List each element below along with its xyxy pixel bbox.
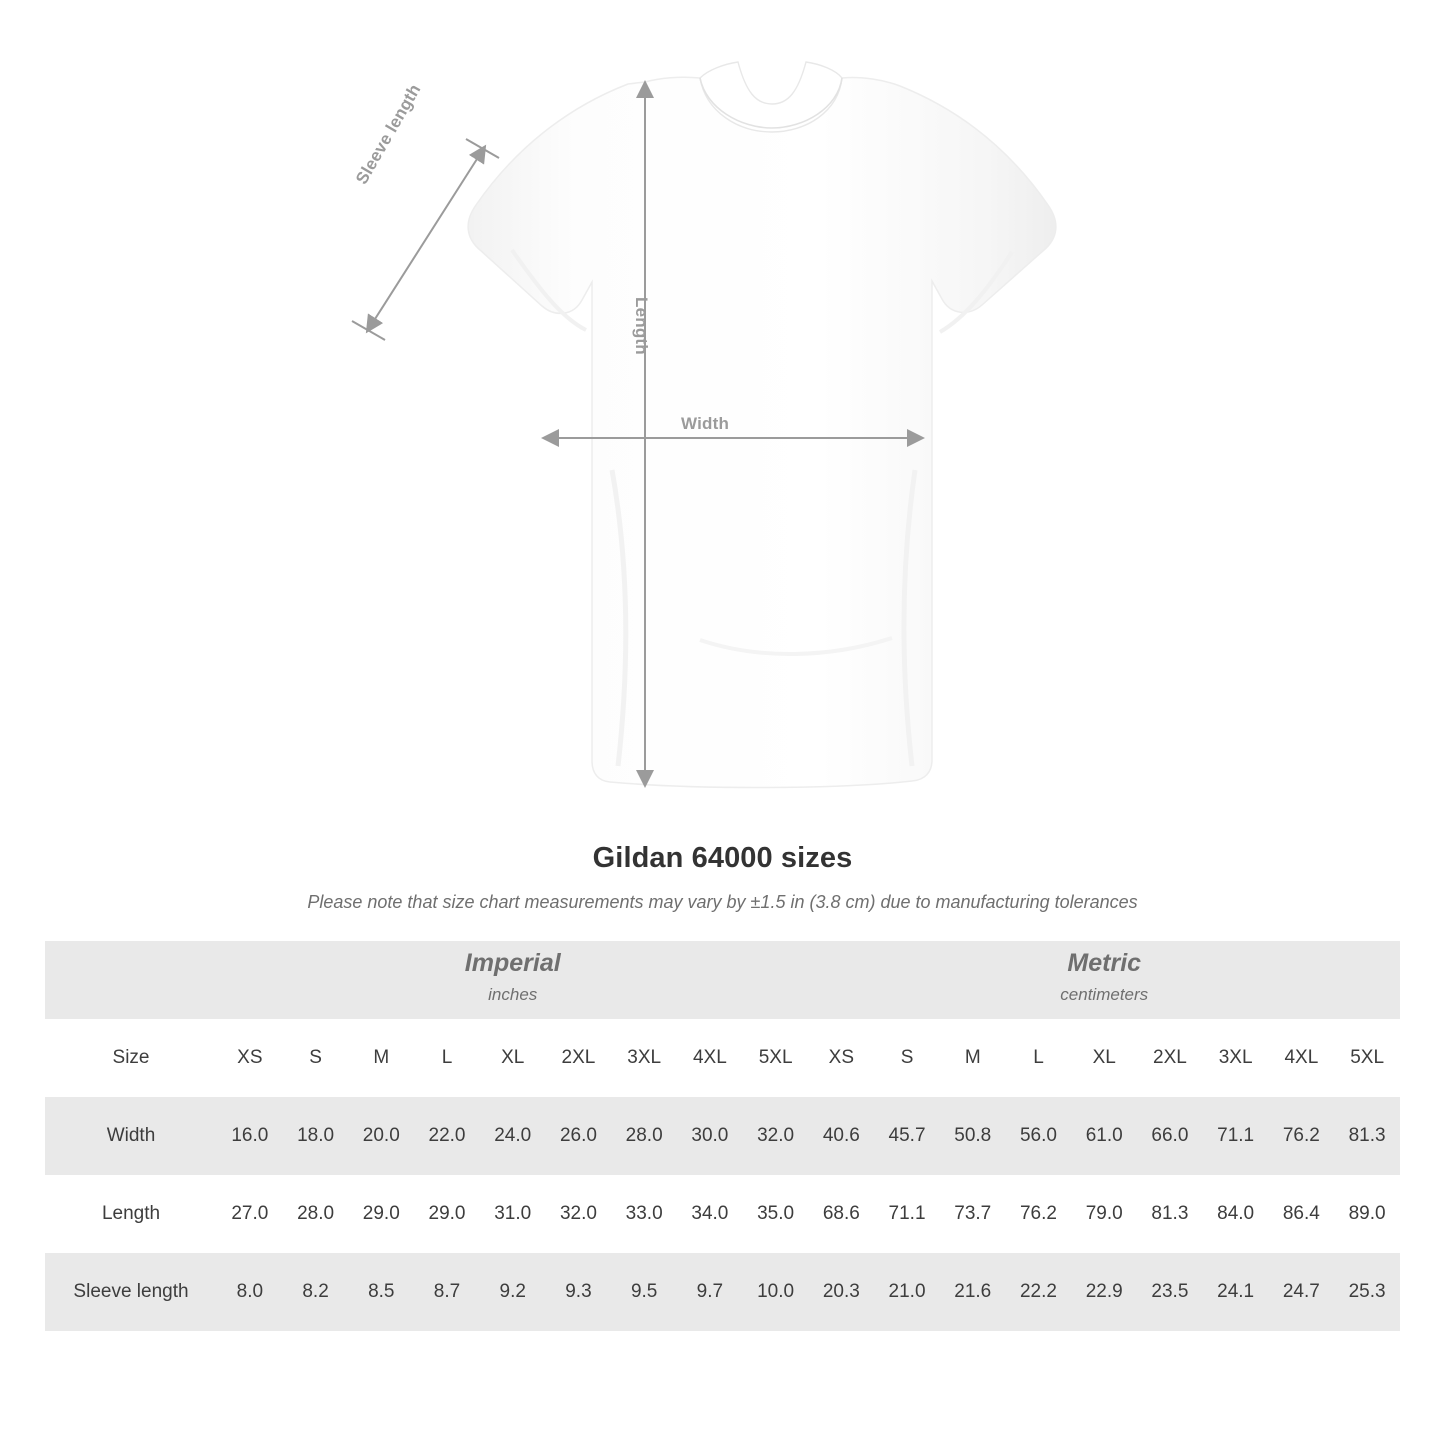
- size-header-cell: 2XL: [1137, 1019, 1203, 1097]
- cell: 10.0: [743, 1253, 809, 1331]
- shirt-shape: [468, 62, 1056, 788]
- size-table: [45, 941, 1400, 1331]
- cell: 79.0: [1071, 1175, 1137, 1253]
- cell: 86.4: [1269, 1175, 1335, 1253]
- size-table-wrap: [45, 941, 1400, 1331]
- cell: 35.0: [743, 1175, 809, 1253]
- cell: 27.0: [217, 1175, 283, 1253]
- cell: 20.3: [808, 1253, 874, 1331]
- cell: 8.2: [283, 1253, 349, 1331]
- cell: 45.7: [874, 1097, 940, 1175]
- metric-header: [808, 941, 1400, 1019]
- unit-header-spacer: [45, 941, 217, 1019]
- cell: 22.9: [1071, 1253, 1137, 1331]
- cell: 8.0: [217, 1253, 283, 1331]
- size-header-row: [45, 1019, 1400, 1097]
- cell: 66.0: [1137, 1097, 1203, 1175]
- cell: 9.7: [677, 1253, 743, 1331]
- size-header-cell: 4XL: [677, 1019, 743, 1097]
- cell: 21.0: [874, 1253, 940, 1331]
- cell: 9.2: [480, 1253, 546, 1331]
- page-title: Gildan 64000 sizes: [592, 842, 853, 874]
- width-label: Width: [681, 414, 730, 433]
- cell: 34.0: [677, 1175, 743, 1253]
- cell: 89.0: [1334, 1175, 1400, 1253]
- cell: 32.0: [546, 1175, 612, 1253]
- title-block: [0, 842, 1445, 913]
- cell: 18.0: [283, 1097, 349, 1175]
- size-header-cell: 5XL: [743, 1019, 809, 1097]
- imperial-title: Imperial: [464, 949, 561, 978]
- cell: 8.7: [414, 1253, 480, 1331]
- imperial-header: [217, 941, 808, 1019]
- tolerance-note: Please note that size chart measurements may vary by ±1.5 in (3.8 cm) due to manufacturing tolerances: [307, 892, 1138, 912]
- cell: 16.0: [217, 1097, 283, 1175]
- cell: 29.0: [348, 1175, 414, 1253]
- cell: 40.6: [808, 1097, 874, 1175]
- table-row: [45, 1175, 1400, 1253]
- cell: 25.3: [1334, 1253, 1400, 1331]
- metric-subtitle: centimeters: [1060, 985, 1149, 1005]
- table-row: [45, 1097, 1400, 1175]
- size-header-cell: M: [348, 1019, 414, 1097]
- cell: 21.6: [940, 1253, 1006, 1331]
- size-header-cell: 5XL: [1334, 1019, 1400, 1097]
- cell: 24.1: [1203, 1253, 1269, 1331]
- cell: 81.3: [1137, 1175, 1203, 1253]
- cell: 61.0: [1071, 1097, 1137, 1175]
- size-header-cell: S: [283, 1019, 349, 1097]
- row-label: Sleeve length: [45, 1253, 217, 1331]
- table-row: [45, 1253, 1400, 1331]
- size-header-cell: XS: [808, 1019, 874, 1097]
- size-header-cell: XL: [1071, 1019, 1137, 1097]
- size-header-cell: L: [414, 1019, 480, 1097]
- cell: 8.5: [348, 1253, 414, 1331]
- size-header-cell: 4XL: [1269, 1019, 1335, 1097]
- cell: 71.1: [1203, 1097, 1269, 1175]
- cell: 22.0: [414, 1097, 480, 1175]
- cell: 76.2: [1006, 1175, 1072, 1253]
- length-label: Length: [632, 297, 651, 355]
- cell: 73.7: [940, 1175, 1006, 1253]
- row-label: Length: [45, 1175, 217, 1253]
- imperial-subtitle: inches: [488, 985, 538, 1005]
- cell: 56.0: [1006, 1097, 1072, 1175]
- cell: 76.2: [1269, 1097, 1335, 1175]
- sleeve-length-label: Sleeve length: [352, 80, 425, 188]
- cell: 30.0: [677, 1097, 743, 1175]
- cell: 26.0: [546, 1097, 612, 1175]
- cell: 71.1: [874, 1175, 940, 1253]
- size-header-cell: M: [940, 1019, 1006, 1097]
- cell: 20.0: [348, 1097, 414, 1175]
- cell: 50.8: [940, 1097, 1006, 1175]
- size-header-cell: XL: [480, 1019, 546, 1097]
- cell: 22.2: [1006, 1253, 1072, 1331]
- cell: 24.7: [1269, 1253, 1335, 1331]
- size-header-cell: 3XL: [1203, 1019, 1269, 1097]
- metric-title: Metric: [1067, 949, 1142, 978]
- unit-header-row: [45, 941, 1400, 1019]
- row-label: Width: [45, 1097, 217, 1175]
- size-header-cell: S: [874, 1019, 940, 1097]
- cell: 28.0: [611, 1097, 677, 1175]
- cell: 9.5: [611, 1253, 677, 1331]
- size-header-cell: 3XL: [611, 1019, 677, 1097]
- cell: 33.0: [611, 1175, 677, 1253]
- cell: 68.6: [808, 1175, 874, 1253]
- size-header-cell: XS: [217, 1019, 283, 1097]
- cell: 31.0: [480, 1175, 546, 1253]
- cell: 84.0: [1203, 1175, 1269, 1253]
- cell: 9.3: [546, 1253, 612, 1331]
- cell: 81.3: [1334, 1097, 1400, 1175]
- size-header-cell: 2XL: [546, 1019, 612, 1097]
- cell: 32.0: [743, 1097, 809, 1175]
- cell: 28.0: [283, 1175, 349, 1253]
- cell: 23.5: [1137, 1253, 1203, 1331]
- cell: 29.0: [414, 1175, 480, 1253]
- cell: 24.0: [480, 1097, 546, 1175]
- size-column-header: Size: [45, 1019, 217, 1097]
- size-header-cell: L: [1006, 1019, 1072, 1097]
